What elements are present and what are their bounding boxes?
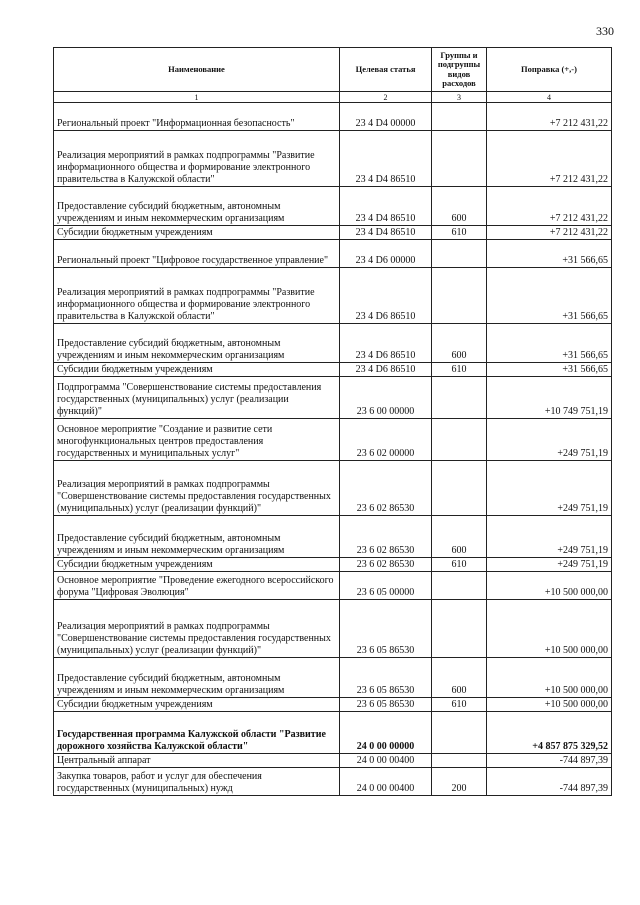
table-row: [54, 419, 612, 461]
table-row: [54, 226, 612, 240]
row-expense-group: [432, 600, 487, 658]
row-name: Подпрограмма "Совершенствование системы предоставления государственных (муниципальных) услуг (реализации функций)": [54, 377, 340, 419]
row-expense-group: 610: [432, 226, 487, 240]
row-name: Реализация мероприятий в рамках подпрограммы "Совершенствование системы предоставления государственных (муниципальных) услуг (реализации функций)": [54, 600, 340, 658]
row-amount: +7 212 431,22: [487, 103, 612, 131]
column-number: 2: [340, 92, 432, 103]
row-amount: +10 500 000,00: [487, 600, 612, 658]
table-row: [54, 558, 612, 572]
row-amount: +249 751,19: [487, 461, 612, 516]
table-row: [54, 363, 612, 377]
row-name: Закупка товаров, работ и услуг для обеспечения государственных (муниципальных) нужд: [54, 768, 340, 796]
row-expense-group: 600: [432, 187, 487, 226]
row-expense-group: [432, 712, 487, 754]
row-amount: +249 751,19: [487, 558, 612, 572]
table-row: [54, 516, 612, 558]
column-number: 3: [432, 92, 487, 103]
row-expense-group: 600: [432, 516, 487, 558]
table-row: [54, 324, 612, 363]
row-name: Реализация мероприятий в рамках подпрограммы "Совершенствование системы предоставления государственных (муниципальных) услуг (реализации функций)": [54, 461, 340, 516]
budget-amendment-table: [53, 47, 612, 796]
row-amount: -744 897,39: [487, 768, 612, 796]
row-name: Реализация мероприятий в рамках подпрограммы "Развитие информационного общества и формирование электронного правительства в Калужской области": [54, 268, 340, 324]
row-expense-group: [432, 131, 487, 187]
row-expense-group: 200: [432, 768, 487, 796]
row-name: Региональный проект "Информационная безопасность": [54, 103, 340, 131]
row-target-article: 23 6 02 86530: [340, 558, 432, 572]
row-expense-group: 600: [432, 658, 487, 698]
row-amount: +10 500 000,00: [487, 698, 612, 712]
row-name: Предоставление субсидий бюджетным, автономным учреждениям и иным некоммерческим организациям: [54, 516, 340, 558]
table-row: [54, 377, 612, 419]
row-expense-group: 610: [432, 363, 487, 377]
table-row: [54, 240, 612, 268]
row-expense-group: [432, 268, 487, 324]
column-number: 4: [487, 92, 612, 103]
row-expense-group: [432, 377, 487, 419]
row-target-article: 23 6 02 86530: [340, 461, 432, 516]
row-target-article: 23 6 02 86530: [340, 516, 432, 558]
row-target-article: 23 6 02 00000: [340, 419, 432, 461]
row-target-article: 24 0 00 00000: [340, 712, 432, 754]
row-name: Основное мероприятие "Создание и развитие сети многофункциональных центров предоставления государственных и муниципальных услуг": [54, 419, 340, 461]
row-target-article: 24 0 00 00400: [340, 768, 432, 796]
row-expense-group: 600: [432, 324, 487, 363]
row-target-article: 23 4 D4 86510: [340, 226, 432, 240]
table-row: [54, 698, 612, 712]
row-target-article: 23 4 D4 00000: [340, 103, 432, 131]
row-amount: +10 500 000,00: [487, 658, 612, 698]
row-amount: +7 212 431,22: [487, 226, 612, 240]
row-amount: +31 566,65: [487, 240, 612, 268]
row-expense-group: [432, 754, 487, 768]
row-expense-group: 610: [432, 558, 487, 572]
table-row: [54, 754, 612, 768]
table-row: [54, 268, 612, 324]
row-name: Реализация мероприятий в рамках подпрограммы "Развитие информационного общества и формирование электронного правительства в Калужской области": [54, 131, 340, 187]
row-target-article: 23 6 05 86530: [340, 600, 432, 658]
header-target-article: Целевая статья: [340, 48, 432, 92]
row-expense-group: [432, 461, 487, 516]
row-amount: +31 566,65: [487, 268, 612, 324]
row-name: Предоставление субсидий бюджетным, автономным учреждениям и иным некоммерческим организациям: [54, 324, 340, 363]
row-name: Региональный проект "Цифровое государственное управление": [54, 240, 340, 268]
header-expense-group: Группы и подгруппы видов расходов: [432, 48, 487, 92]
row-expense-group: [432, 572, 487, 600]
header-name: Наименование: [54, 48, 340, 92]
row-target-article: 23 6 05 00000: [340, 572, 432, 600]
row-expense-group: [432, 419, 487, 461]
row-amount: +249 751,19: [487, 516, 612, 558]
row-name: Центральный аппарат: [54, 754, 340, 768]
row-name: Субсидии бюджетным учреждениям: [54, 698, 340, 712]
header-amendment: Поправка (+,-): [487, 48, 612, 92]
row-expense-group: 610: [432, 698, 487, 712]
row-name: Субсидии бюджетным учреждениям: [54, 226, 340, 240]
row-target-article: 23 4 D6 00000: [340, 240, 432, 268]
row-target-article: 23 4 D4 86510: [340, 131, 432, 187]
table-row: [54, 658, 612, 698]
row-target-article: 23 6 05 86530: [340, 658, 432, 698]
row-expense-group: [432, 103, 487, 131]
row-target-article: 23 4 D6 86510: [340, 324, 432, 363]
row-expense-group: [432, 240, 487, 268]
row-target-article: 23 4 D6 86510: [340, 268, 432, 324]
row-name: Основное мероприятие "Проведение ежегодного всероссийского форума "Цифровая Эволюция": [54, 572, 340, 600]
row-target-article: 23 6 05 86530: [340, 698, 432, 712]
row-amount: +10 500 000,00: [487, 572, 612, 600]
row-amount: -744 897,39: [487, 754, 612, 768]
row-target-article: 23 4 D4 86510: [340, 187, 432, 226]
row-amount: +10 749 751,19: [487, 377, 612, 419]
row-amount: +4 857 875 329,52: [487, 712, 612, 754]
table-row: [54, 187, 612, 226]
table-row: [54, 103, 612, 131]
table-row: [54, 712, 612, 754]
row-name: Предоставление субсидий бюджетным, автономным учреждениям и иным некоммерческим организациям: [54, 187, 340, 226]
column-number: 1: [54, 92, 340, 103]
row-amount: +249 751,19: [487, 419, 612, 461]
row-amount: +31 566,65: [487, 363, 612, 377]
table-row: [54, 572, 612, 600]
row-name: Субсидии бюджетным учреждениям: [54, 363, 340, 377]
table-row: [54, 600, 612, 658]
row-name: Предоставление субсидий бюджетным, автономным учреждениям и иным некоммерческим организациям: [54, 658, 340, 698]
page-number: 330: [596, 24, 614, 38]
row-amount: +31 566,65: [487, 324, 612, 363]
table-row: [54, 768, 612, 796]
row-name: Государственная программа Калужской области "Развитие дорожного хозяйства Калужской области": [54, 712, 340, 754]
row-amount: +7 212 431,22: [487, 187, 612, 226]
row-amount: +7 212 431,22: [487, 131, 612, 187]
row-name: Субсидии бюджетным учреждениям: [54, 558, 340, 572]
row-target-article: 23 4 D6 86510: [340, 363, 432, 377]
row-target-article: 23 6 00 00000: [340, 377, 432, 419]
table-row: [54, 461, 612, 516]
table-row: [54, 131, 612, 187]
row-target-article: 24 0 00 00400: [340, 754, 432, 768]
